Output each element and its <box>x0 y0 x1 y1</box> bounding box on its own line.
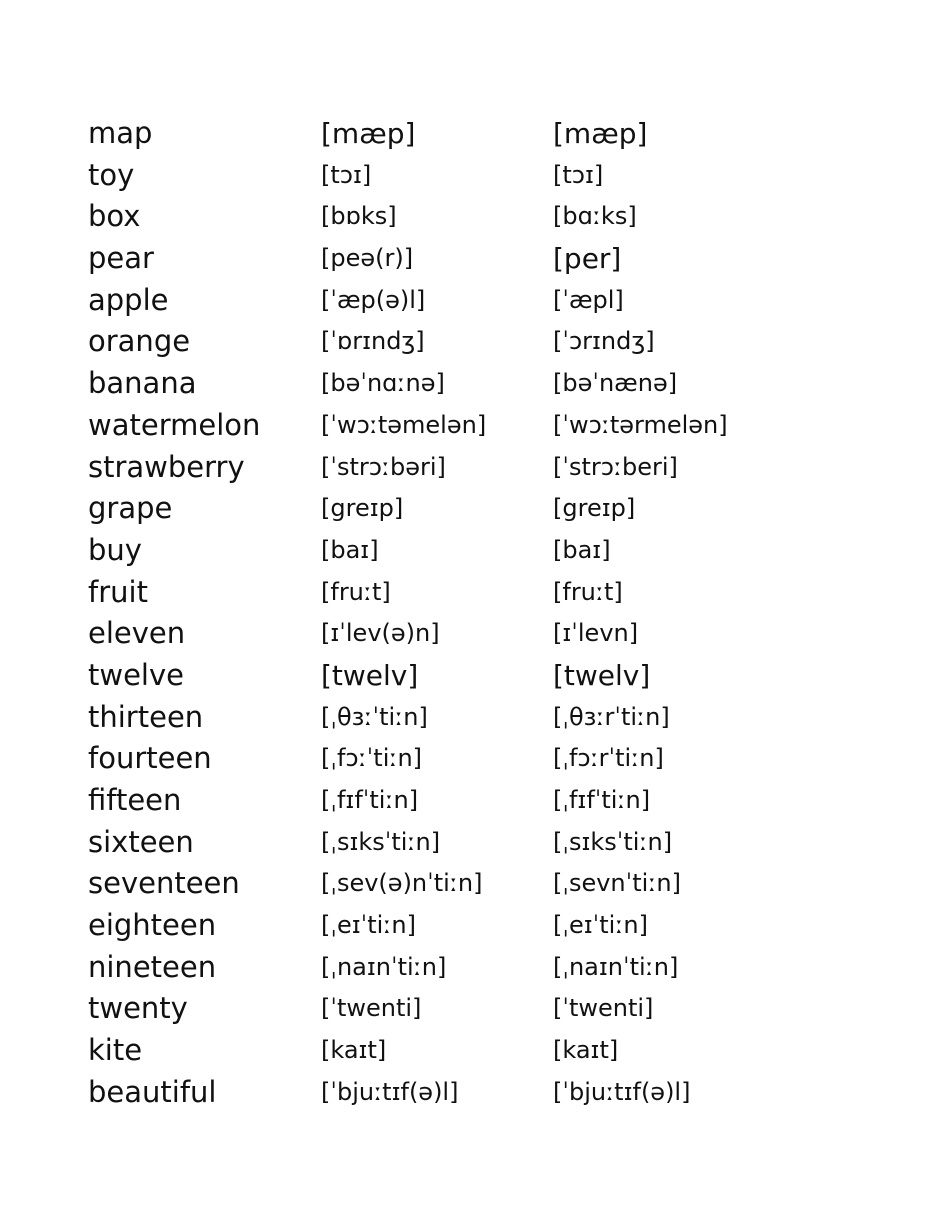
uk-phonetic-cell: [bɒks] <box>321 202 397 231</box>
uk-phonetic-cell: [ˈstrɔːbəri] <box>321 452 446 481</box>
us-phonetic-cell: [greɪp] <box>553 494 636 523</box>
uk-phonetic-cell: [ˈæp(ə)l] <box>321 285 426 314</box>
word-cell: toy <box>88 157 135 192</box>
uk-phonetic-cell: [ˌfɪfˈtiːn] <box>321 786 419 814</box>
vocabulary-row <box>88 488 868 530</box>
word-cell: kite <box>88 1033 143 1068</box>
vocabulary-row <box>88 947 868 989</box>
us-phonetic-cell: [twelv] <box>553 658 651 692</box>
uk-phonetic-cell: [mæp] <box>321 117 416 150</box>
word-cell: sixteen <box>88 824 194 859</box>
us-phonetic-cell: [ˌfɔːrˈtiːn] <box>553 744 664 773</box>
uk-phonetic-cell: [ˈwɔːtəmelən] <box>321 410 487 439</box>
us-phonetic-cell: [ˈɔrɪndʒ] <box>553 327 655 356</box>
vocabulary-row <box>88 572 868 614</box>
word-cell: twenty <box>88 991 188 1026</box>
us-phonetic-cell: [tɔɪ] <box>553 160 604 189</box>
us-phonetic-cell: [bɑːks] <box>553 202 637 231</box>
uk-phonetic-cell: [ˈtwenti] <box>321 994 422 1023</box>
word-cell: strawberry <box>88 449 245 484</box>
uk-phonetic-cell: [kaɪt] <box>321 1036 387 1065</box>
uk-phonetic-cell: [bəˈnɑːnə] <box>321 369 445 398</box>
us-phonetic-cell: [kaɪt] <box>553 1036 619 1065</box>
word-cell: watermelon <box>88 407 261 442</box>
word-cell: map <box>88 116 153 150</box>
uk-phonetic-cell: [tɔɪ] <box>321 160 372 189</box>
vocabulary-row <box>88 1030 868 1072</box>
us-phonetic-cell: [ˈbjuːtɪf(ə)l] <box>553 1077 691 1106</box>
word-cell: seventeen <box>88 866 240 901</box>
us-phonetic-cell: [ˈwɔːtərmelən] <box>553 410 728 439</box>
word-cell: apple <box>88 282 169 317</box>
uk-phonetic-cell: [peə(r)] <box>321 244 414 273</box>
us-phonetic-cell: [ɪˈlevn] <box>553 619 639 648</box>
word-cell: fourteen <box>88 741 212 776</box>
uk-phonetic-cell: [ˈɒrɪndʒ] <box>321 327 425 356</box>
word-cell: nineteen <box>88 949 217 984</box>
uk-phonetic-cell: [ˌfɔːˈtiːn] <box>321 744 423 773</box>
uk-phonetic-cell: [ˈbjuːtɪf(ə)l] <box>321 1077 459 1106</box>
vocabulary-row <box>88 321 868 363</box>
word-cell: fifteen <box>88 783 182 817</box>
uk-phonetic-cell: [ˌθɜːˈtiːn] <box>321 702 428 731</box>
vocabulary-row <box>88 155 868 197</box>
us-phonetic-cell: [ˈtwenti] <box>553 994 654 1023</box>
vocabulary-row <box>88 363 868 405</box>
vocabulary-row <box>88 113 868 155</box>
uk-phonetic-cell: [fruːt] <box>321 577 391 606</box>
uk-phonetic-cell: [baɪ] <box>321 535 379 564</box>
vocabulary-row <box>88 447 868 489</box>
word-cell: grape <box>88 491 173 526</box>
vocabulary-row <box>88 280 868 322</box>
us-phonetic-cell: [ˌnaɪnˈtiːn] <box>553 952 679 981</box>
uk-phonetic-cell: [ˌsɪksˈtiːn] <box>321 827 441 856</box>
vocabulary-row <box>88 822 868 864</box>
us-phonetic-cell: [mæp] <box>553 117 648 150</box>
vocabulary-row <box>88 405 868 447</box>
vocabulary-row <box>88 238 868 280</box>
us-phonetic-cell: [ˌeɪˈtiːn] <box>553 911 648 940</box>
uk-phonetic-cell: [ˌnaɪnˈtiːn] <box>321 952 447 981</box>
vocabulary-row <box>88 613 868 655</box>
vocabulary-row <box>88 780 868 822</box>
word-cell: beautiful <box>88 1074 217 1109</box>
word-cell: orange <box>88 324 191 359</box>
uk-phonetic-cell: [ˌeɪˈtiːn] <box>321 911 416 940</box>
vocabulary-row <box>88 655 868 697</box>
uk-phonetic-cell: [twelv] <box>321 658 419 692</box>
vocabulary-row <box>88 530 868 572</box>
vocabulary-row <box>88 738 868 780</box>
word-cell: fruit <box>88 574 148 609</box>
vocabulary-row <box>88 863 868 905</box>
vocabulary-row <box>88 905 868 947</box>
word-cell: box <box>88 199 141 234</box>
word-cell: pear <box>88 241 154 276</box>
us-phonetic-cell: [baɪ] <box>553 535 611 564</box>
word-cell: eighteen <box>88 908 217 943</box>
uk-phonetic-cell: [greɪp] <box>321 494 404 523</box>
us-phonetic-cell: [ˌθɜːrˈtiːn] <box>553 702 670 731</box>
uk-phonetic-cell: [ɪˈlev(ə)n] <box>321 619 440 648</box>
us-phonetic-cell: [ˌsevnˈtiːn] <box>553 869 681 898</box>
vocabulary-row <box>88 1072 868 1114</box>
word-cell: twelve <box>88 657 184 692</box>
us-phonetic-cell: [fruːt] <box>553 577 623 606</box>
word-cell: thirteen <box>88 699 204 734</box>
word-cell: banana <box>88 366 197 401</box>
us-phonetic-cell: [ˌfɪfˈtiːn] <box>553 786 651 814</box>
vocabulary-row <box>88 196 868 238</box>
us-phonetic-cell: [bəˈnænə] <box>553 369 678 398</box>
vocabulary-row <box>88 988 868 1030</box>
uk-phonetic-cell: [ˌsev(ə)nˈtiːn] <box>321 869 483 898</box>
word-cell: eleven <box>88 616 186 651</box>
us-phonetic-cell: [ˈæpl] <box>553 285 624 314</box>
us-phonetic-cell: [ˈstrɔːberi] <box>553 452 678 481</box>
word-cell: buy <box>88 532 142 567</box>
vocabulary-row <box>88 697 868 739</box>
vocabulary-table <box>88 113 868 1114</box>
us-phonetic-cell: [per] <box>553 242 622 276</box>
us-phonetic-cell: [ˌsɪksˈtiːn] <box>553 827 673 856</box>
